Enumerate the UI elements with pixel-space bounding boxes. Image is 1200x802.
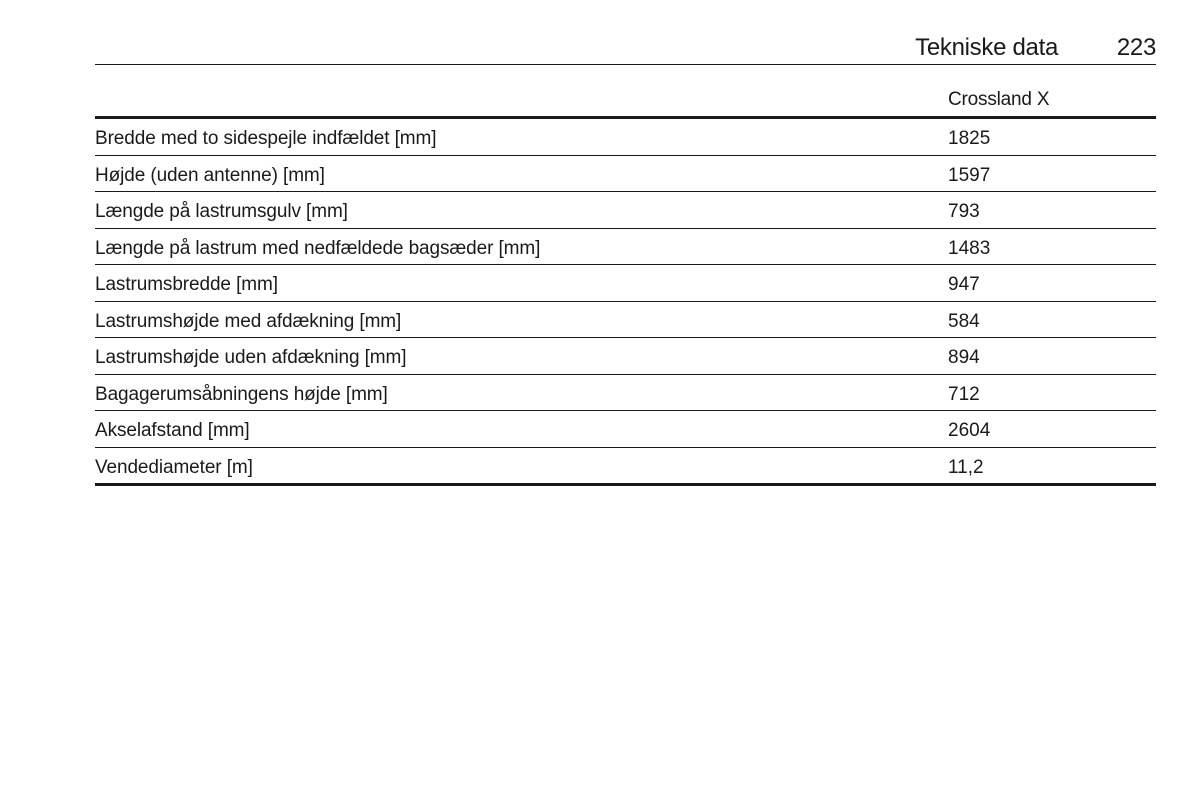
row-label: Vendediameter [m] [95,456,253,478]
row-label: Bredde med to sidespejle indfældet [mm] [95,128,437,149]
row-label: Lastrumshøjde uden afdækning [mm] [95,347,407,368]
row-value: 1597 [948,164,991,186]
row-label: Højde (uden antenne) [mm] [95,164,325,186]
table-row [95,192,1156,229]
row-label: Akselafstand [mm] [95,420,250,441]
table-row [95,119,1156,156]
table-row [95,156,1156,193]
row-value: 2604 [948,420,991,441]
column-header-model: Crossland X [948,89,1050,110]
table-row [95,265,1156,302]
row-label: Lastrumshøjde med afdækning [mm] [95,310,402,332]
row-value: 894 [948,347,980,368]
section-title: Tekniske data [915,34,1058,61]
row-label: Bagagerumsåbningens højde [mm] [95,383,388,405]
row-label: Længde på lastrum med nedfældede bagsæder [mm] [95,237,541,259]
spec-table [95,84,1156,486]
row-value: 1825 [948,128,991,149]
page-number: 223 [1116,34,1156,61]
table-row [95,338,1156,375]
row-value: 712 [948,383,980,405]
table-row [95,302,1156,339]
row-label: Længde på lastrumsgulv [mm] [95,201,348,222]
row-value: 584 [948,310,980,332]
row-value: 793 [948,201,980,222]
table-row [95,229,1156,266]
page-header [95,30,1156,65]
row-value: 11,2 [948,456,984,478]
row-value: 947 [948,274,980,295]
row-label: Lastrumsbredde [mm] [95,274,278,295]
row-value: 1483 [948,237,991,259]
table-row [95,375,1156,412]
table-header-row [95,84,1156,119]
table-row [95,448,1156,487]
table-row [95,411,1156,448]
